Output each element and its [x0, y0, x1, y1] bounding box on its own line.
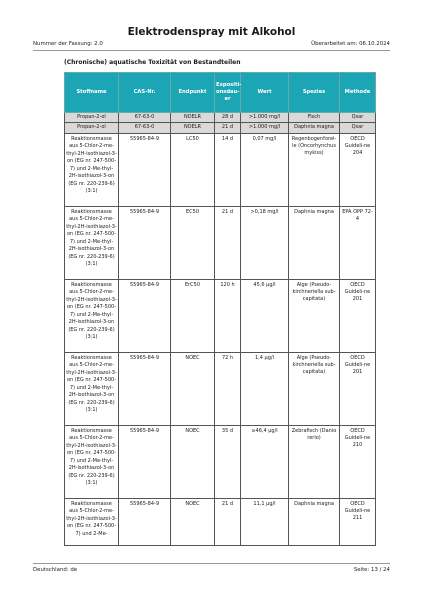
table-cell: Alge (Pseudo-kirchneriella sub-capitata) [289, 352, 340, 425]
table-cell: Daphnia magna [289, 123, 340, 133]
table-cell: Reaktionsmasse aus 5-Chlor-2-me-thyl-2H-isothiazol-3-on (EG nr. 247-500-7) und 2-Me-thyl-2H-isothiazol-3-on (EG nr. 220-239-6) (3:1) [65, 133, 119, 206]
footer-country: Deutschland: de [33, 567, 78, 573]
table-cell: OECD Guideli-ne 210 [340, 425, 376, 498]
column-header: Methode [340, 73, 376, 113]
table-cell: OECD Guideli-ne 204 [340, 133, 376, 206]
header-divider [33, 50, 390, 51]
table-cell: EC50 [171, 206, 215, 279]
column-header: CAS-Nr. [119, 73, 171, 113]
table-header-row [65, 73, 376, 113]
table-cell: 14 d [215, 133, 241, 206]
table-cell: Reaktionsmasse aus 5-Chlor-2-me-thyl-2H-isothiazol-3-on (EG nr. 247-500-7) und 2-Me-thyl-2H-isothiazol-3-on (EG nr. 220-239-6) (3:1) [65, 352, 119, 425]
table-cell: 28 d [215, 113, 241, 123]
table-cell: ≥46,4 µg/l [241, 425, 289, 498]
revision-date: Überarbeitet am: 06.10.2024 [311, 41, 390, 47]
table-cell: OECD Guideli-ne 201 [340, 352, 376, 425]
table-cell: >1.000 mg/l [241, 123, 289, 133]
table-cell: 67-63-0 [119, 113, 171, 123]
table-cell: 55965-84-9 [119, 206, 171, 279]
column-header: Stoffname [65, 73, 119, 113]
table-cell: 11,1 µg/l [241, 498, 289, 545]
table-cell: Reaktionsmasse aus 5-Chlor-2-me-thyl-2H-isothiazol-3-on (EG nr. 247-500-7) und 2-Me-thyl-2H-isothiazol-3-on (EG nr. 220-239-6) (3:1) [65, 279, 119, 352]
table-row [65, 113, 376, 123]
table-cell: EPA OPP 72-4 [340, 206, 376, 279]
table-cell: 67-63-0 [119, 123, 171, 133]
table-cell: LC50 [171, 133, 215, 206]
table-cell: 55965-84-9 [119, 352, 171, 425]
table-cell: Daphnia magna [289, 206, 340, 279]
table-cell: 55965-84-9 [119, 133, 171, 206]
table-cell: 55965-84-9 [119, 498, 171, 545]
table-cell: 72 h [215, 352, 241, 425]
table-row [65, 425, 376, 498]
column-header: Spezies [289, 73, 340, 113]
table-cell: NOEC [171, 498, 215, 545]
table-cell: 55965-84-9 [119, 425, 171, 498]
table-row [65, 498, 376, 545]
table-cell: NOEC [171, 352, 215, 425]
table-cell: NOEC [171, 425, 215, 498]
table-cell: Reaktionsmasse aus 5-Chlor-2-me-thyl-2H-isothiazol-3-on (EG nr. 247-500-7) und 2-Me-thyl-2H-isothiazol-3-on (EG nr. 220-239-6) (3:1) [65, 206, 119, 279]
table-cell: Propan-2-ol [65, 123, 119, 133]
table-cell: 120 h [215, 279, 241, 352]
footer-divider [33, 563, 390, 564]
toxicity-table [64, 72, 376, 546]
table-cell: Reaktionsmasse aus 5-Chlor-2-me-thyl-2H-isothiazol-3-on (EG nr. 247-500-7) und 2-Me-thyl-2H-isothiazol-3-on (EG nr. 220-239-6) (3:1) [65, 425, 119, 498]
table-cell: OECD Guideli-ne 211 [340, 498, 376, 545]
table-row [65, 206, 376, 279]
table-cell: Propan-2-ol [65, 113, 119, 123]
table-row [65, 279, 376, 352]
table-row [65, 352, 376, 425]
table-cell: 35 d [215, 425, 241, 498]
version-number: Nummer der Fassung: 2.0 [33, 41, 103, 47]
table-cell: Qsar [340, 123, 376, 133]
page-number: Seite: 13 / 24 [353, 567, 390, 573]
column-header: Endpunkt [171, 73, 215, 113]
table-row [65, 133, 376, 206]
table-cell: Qsar [340, 113, 376, 123]
table-cell: >0,18 mg/l [241, 206, 289, 279]
table-cell: OECD Guideli-ne 201 [340, 279, 376, 352]
table-cell: 55965-84-9 [119, 279, 171, 352]
table-cell: 21 d [215, 498, 241, 545]
table-cell: 21 d [215, 206, 241, 279]
table-cell: Alge (Pseudo-kirchneriella sub-capitata) [289, 279, 340, 352]
section-title: (Chronische) aquatische Toxizität von Bestandteilen [64, 59, 241, 66]
table-cell: 0,07 mg/l [241, 133, 289, 206]
table-cell: 45,6 µg/l [241, 279, 289, 352]
table-row [65, 123, 376, 133]
document-title: Elektrodenspray mit Alkohol [127, 26, 296, 38]
table-cell: >1.000 mg/l [241, 113, 289, 123]
table-cell: Regenbogenforel-le (Oncorhynchus mykiss) [289, 133, 340, 206]
column-header: Wert [241, 73, 289, 113]
column-header: Expositi-onsdau-er [215, 73, 241, 113]
table-cell: NOELR [171, 113, 215, 123]
table-cell: Fisch [289, 113, 340, 123]
table-cell: NOELR [171, 123, 215, 133]
table-cell: Zebrafisch (Danio rerio) [289, 425, 340, 498]
table-cell: Reaktionsmasse aus 5-Chlor-2-me-thyl-2H-isothiazol-3-on (EG nr. 247-500-7) und 2-Me- [65, 498, 119, 545]
table-cell: ErC50 [171, 279, 215, 352]
table-cell: 1,4 µg/l [241, 352, 289, 425]
table-cell: Daphnia magna [289, 498, 340, 545]
table-cell: 21 d [215, 123, 241, 133]
